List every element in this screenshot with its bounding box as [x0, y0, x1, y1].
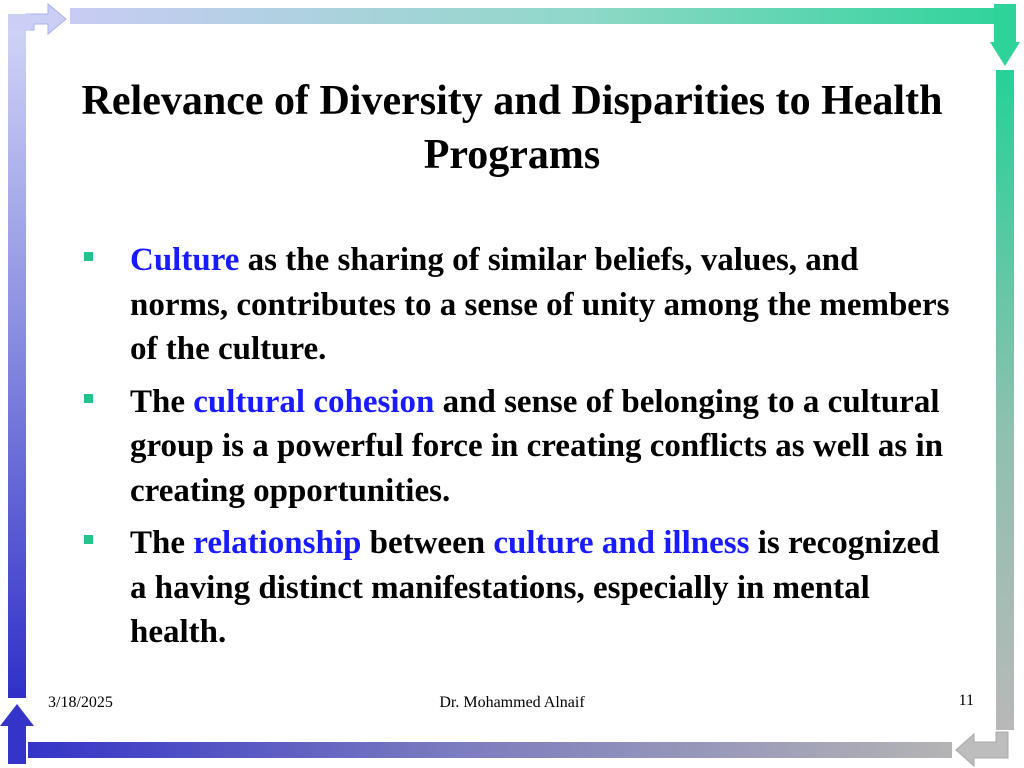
bullet-item — [80, 380, 960, 514]
bullet-text-segment: The — [130, 525, 194, 561]
bullet-text-segment: between — [361, 525, 494, 561]
bullet-text-segment: The — [130, 383, 194, 420]
bullet-text-segment: cultural cohesion — [193, 383, 435, 420]
square-bullet-icon — [84, 535, 93, 544]
bullet-text-segment: as the sharing of similar beliefs, values, and norms, contributes to a sense of unity among the members of the culture. — [130, 242, 950, 367]
square-bullet-icon — [84, 252, 93, 261]
page-title: Relevance of Diversity and Disparities to Health Programs — [81, 78, 943, 178]
frame-bar-right — [996, 70, 1014, 730]
arrow-right-icon — [4, 0, 70, 40]
footer-author: Dr. Mohammed Alnaif — [439, 694, 585, 711]
square-bullet-icon — [84, 394, 93, 403]
bullet-list — [80, 238, 960, 663]
frame-bar-bottom — [28, 742, 952, 758]
bullet-item — [80, 238, 960, 372]
footer-date: 3/18/2025 — [48, 694, 113, 711]
arrow-down-icon — [990, 4, 1024, 70]
slide-number: 11 — [958, 692, 974, 709]
bullet-text-segment: Culture — [130, 242, 240, 278]
bullet-text-segment: relationship — [193, 525, 362, 561]
bullet-text-segment: is recognized a having distinct manifestations, especially in mental health. — [130, 525, 940, 650]
frame-bar-top — [70, 8, 1008, 24]
bullet-text-segment: and sense of belonging to a cultural group is a powerful force in creating conflicts as well as in creating opportunities. — [130, 383, 944, 509]
bullet-item — [80, 521, 960, 655]
bullet-text-segment: culture and illness — [493, 525, 750, 561]
frame-bar-left — [8, 30, 26, 698]
arrow-left-icon — [952, 726, 1018, 768]
